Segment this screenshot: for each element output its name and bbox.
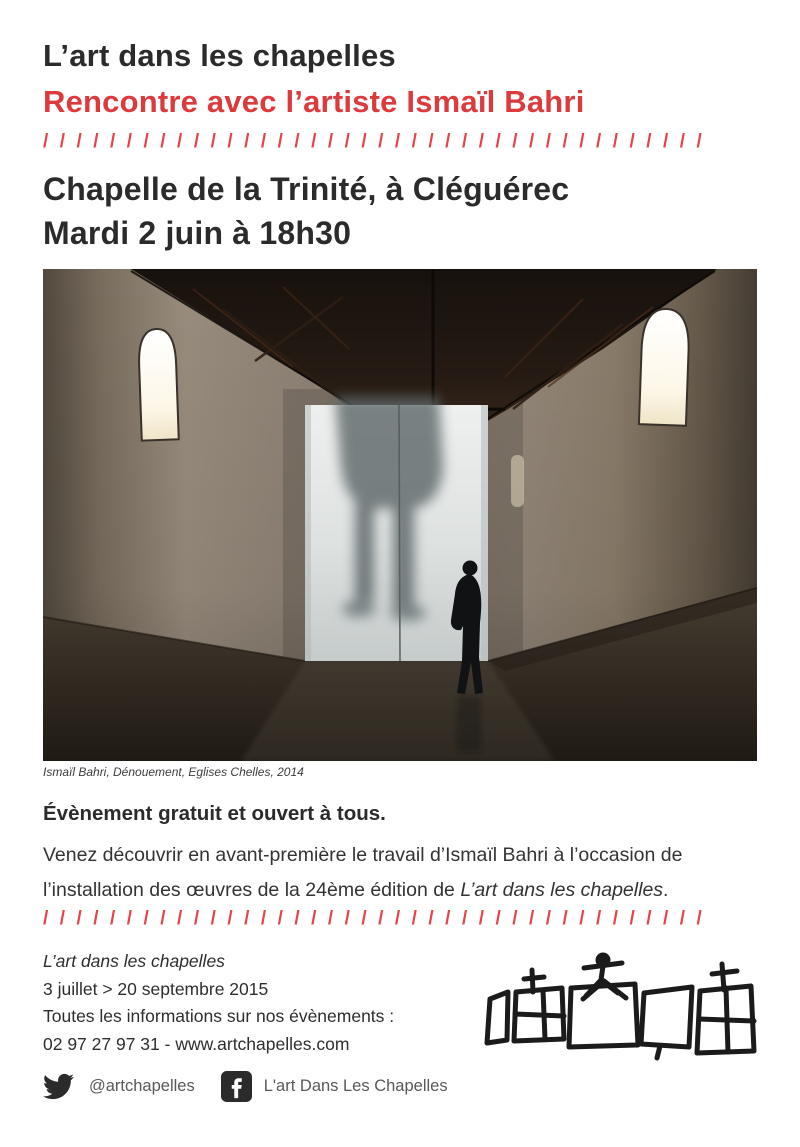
festival-dates: 3 juillet > 20 septembre 2015 <box>43 978 269 999</box>
chapels-sketch-logo <box>483 951 760 1069</box>
festival-name: L’art dans les chapelles <box>43 951 225 971</box>
photo-caption: Ismaïl Bahri, Dénouement, Eglises Chelles, 2014 <box>43 765 304 779</box>
footer-info-block <box>43 948 394 1058</box>
venue-line: Chapelle de la Trinité, à Cléguérec <box>43 171 570 207</box>
hanging-thread <box>399 405 400 661</box>
chapel-photo <box>43 269 757 761</box>
twitter-handle[interactable]: @artchapelles <box>89 1076 195 1095</box>
poster-subtitle: Rencontre avec l’artiste Ismaïl Bahri <box>43 84 585 119</box>
body-paragraph <box>43 838 761 908</box>
datetime-line: Mardi 2 juin à 18h30 <box>43 215 352 251</box>
twitter-icon[interactable] <box>40 1071 77 1102</box>
body-text: Venez découvrir en avant-première le travail d’Ismaïl Bahri à l’occasion de l’installation des œuvres de la 24ème édition de <box>43 844 683 901</box>
contact-line: 02 97 27 97 31 - www.artchapelles.com <box>43 1033 350 1054</box>
info-line: Toutes les informations sur nos évènements : <box>43 1006 395 1026</box>
chapel-photo-illustration <box>43 269 757 761</box>
arched-window-left <box>138 328 179 440</box>
poster-title: L’art dans les chapelles <box>43 38 396 73</box>
body-text-end: . <box>663 879 669 901</box>
divider-slashes-bottom: / / / / / / / / / / / / / / / / / / / / / / / / / / / / / / / / / / / / / / / / <box>43 908 705 929</box>
body-text-italic: L’art dans les chapelles <box>460 879 664 901</box>
small-window <box>511 455 524 507</box>
facebook-icon[interactable] <box>221 1071 252 1102</box>
divider-slashes-top: / / / / / / / / / / / / / / / / / / / / / / / / / / / / / / / / / / / / / / / / <box>43 131 705 152</box>
facebook-name[interactable]: L'art Dans Les Chapelles <box>263 1076 448 1095</box>
event-note: Évènement gratuit et ouvert à tous. <box>43 802 386 825</box>
arched-window-right <box>639 308 690 426</box>
social-bar <box>40 1066 448 1106</box>
chapels-sketch-icon <box>483 951 760 1069</box>
